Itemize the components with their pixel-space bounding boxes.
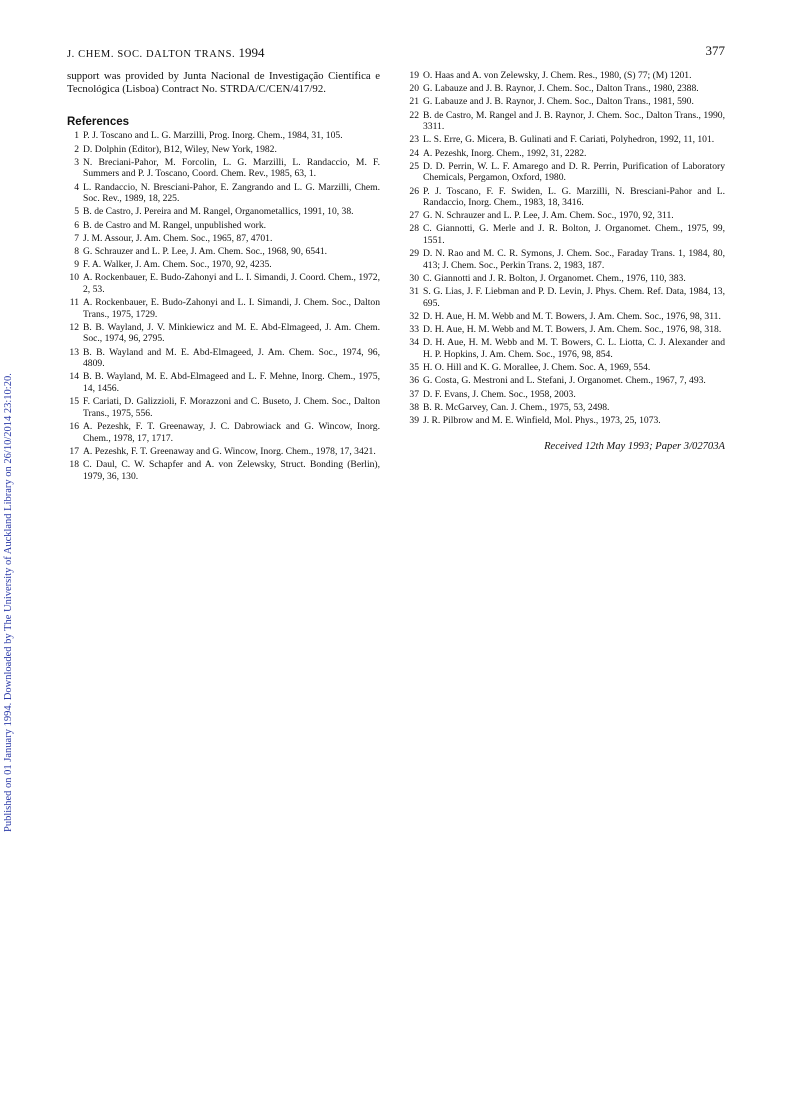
reference-item	[67, 421, 380, 444]
reference-number: 9	[74, 259, 79, 271]
reference-item	[67, 297, 380, 320]
reference-text: B. de Castro, M. Rangel and J. B. Raynor, J. Chem. Soc., Dalton Trans., 1990, 3311.	[423, 109, 725, 133]
reference-number: 34	[409, 337, 419, 349]
reference-item	[407, 110, 725, 133]
reference-item	[67, 371, 380, 394]
received-line: Received 12th May 1993; Paper 3/02703A	[544, 440, 725, 452]
reference-text: N. Breciani-Pahor, M. Forcolin, L. G. Marzilli, L. Randaccio, M. F. Summers and P. J. Toscano, Coord. Chem. Rev., 1985, 63, 1.	[83, 156, 380, 180]
reference-text: F. Cariati, D. Galizzioli, F. Morazzoni and C. Buseto, J. Chem. Soc., Dalton Trans., 1975, 556.	[83, 396, 380, 419]
reference-item	[407, 362, 725, 374]
reference-text: D. H. Aue, H. M. Webb and M. T. Bowers, J. Am. Chem. Soc., 1976, 98, 318.	[423, 324, 722, 336]
reference-item	[407, 389, 725, 401]
reference-number: 13	[69, 346, 79, 358]
reference-item	[407, 402, 725, 414]
reference-item	[67, 206, 380, 218]
reference-number: 10	[69, 272, 79, 284]
reference-item	[407, 415, 725, 427]
reference-item	[67, 144, 380, 156]
reference-number: 24	[409, 147, 419, 159]
reference-item	[407, 70, 725, 82]
reference-text: L. Randaccio, N. Bresciani-Pahor, E. Zangrando and L. G. Marzilli, Chem. Soc. Rev., 1989, 18, 225.	[83, 181, 380, 205]
reference-number: 21	[409, 96, 419, 108]
reference-number: 37	[409, 388, 419, 400]
reference-number: 28	[409, 223, 419, 235]
reference-number: 11	[69, 297, 79, 309]
reference-item	[67, 396, 380, 419]
reference-item	[407, 83, 725, 95]
reference-text: P. J. Toscano and L. G. Marzilli, Prog. Inorg. Chem., 1984, 31, 105.	[83, 130, 343, 142]
journal-year: 1994	[238, 45, 265, 60]
reference-text: G. N. Schrauzer and L. P. Lee, J. Am. Chem. Soc., 1970, 92, 311.	[423, 210, 674, 222]
reference-number: 8	[74, 245, 79, 257]
reference-text: B. de Castro, J. Pereira and M. Rangel, Organometallics, 1991, 10, 38.	[83, 206, 354, 218]
reference-text: G. Costa, G. Mestroni and L. Stefani, J. Organomet. Chem., 1967, 7, 493.	[423, 375, 706, 387]
reference-text: J. R. Pilbrow and M. E. Winfield, Mol. Phys., 1973, 25, 1073.	[423, 414, 661, 426]
reference-item	[407, 134, 725, 146]
reference-text: D. F. Evans, J. Chem. Soc., 1958, 2003.	[423, 388, 576, 400]
reference-item	[407, 286, 725, 309]
reference-item	[67, 246, 380, 258]
reference-number: 3	[74, 156, 79, 168]
reference-number: 14	[69, 371, 79, 383]
reference-text: D. D. Perrin, W. L. F. Amarego and D. R. Perrin, Purification of Laboratory Chemicals, Pergamon, Oxford, 1980.	[423, 160, 725, 184]
reference-text: P. J. Toscano, F. F. Swiden, L. G. Marzilli, N. Bresciani-Pahor and L. Randaccio, Inorg. Chem., 1983, 18, 3416.	[423, 185, 725, 209]
reference-text: C. Giannotti, G. Merle and J. R. Bolton, J. Organomet. Chem., 1975, 99, 1551.	[423, 223, 725, 247]
reference-item	[407, 161, 725, 184]
reference-item	[407, 337, 725, 360]
reference-item	[67, 233, 380, 245]
reference-text: B. de Castro and M. Rangel, unpublished work.	[83, 219, 267, 231]
reference-number: 17	[69, 445, 79, 457]
reference-text: A. Pezeshk, F. T. Greenaway, J. C. Dabrowiack and G. Wincow, Inorg. Chem., 1978, 17, 1717.	[83, 420, 380, 444]
references-heading: References	[67, 116, 130, 129]
reference-text: A. Pezeshk, Inorg. Chem., 1992, 31, 2282.	[423, 147, 587, 159]
journal-name: J. CHEM. SOC. DALTON TRANS. 1994	[67, 45, 265, 60]
reference-text: B. B. Wayland and M. E. Abd-Elmageed, J. Am. Chem. Soc., 1974, 96, 4809.	[83, 346, 380, 370]
reference-item	[407, 210, 725, 222]
reference-number: 6	[74, 219, 79, 231]
reference-list-right	[407, 70, 725, 427]
reference-item	[67, 459, 380, 482]
reference-text: D. H. Aue, H. M. Webb and M. T. Bowers, J. Am. Chem. Soc., 1976, 98, 311.	[423, 311, 721, 322]
download-watermark: Published on 01 January 1994. Downloaded by The University of Auckland Library on 26/10/2014 23:10:20.	[3, 373, 14, 832]
reference-item	[67, 157, 380, 180]
reference-text: D. H. Aue, H. M. Webb and M. T. Bowers, C. L. Liotta, C. J. Alexander and H. P. Hopkins, J. Am. Chem. Soc., 1976, 98, 854.	[423, 337, 725, 360]
reference-number: 25	[409, 160, 419, 172]
reference-number: 26	[409, 185, 419, 197]
page-number: 377	[705, 43, 725, 58]
reference-item	[67, 446, 380, 458]
reference-item	[67, 259, 380, 271]
reference-item	[67, 347, 380, 370]
reference-text: O. Haas and A. von Zelewsky, J. Chem. Res., 1980, (S) 77; (M) 1201.	[423, 70, 692, 81]
reference-item	[67, 220, 380, 232]
reference-item	[407, 324, 725, 336]
reference-number: 12	[69, 321, 79, 333]
reference-number: 15	[69, 396, 79, 408]
reference-number: 7	[74, 232, 79, 244]
reference-item	[407, 375, 725, 387]
reference-list-left	[67, 130, 380, 482]
reference-text: F. A. Walker, J. Am. Chem. Soc., 1970, 92, 4235.	[83, 259, 272, 271]
reference-number: 32	[409, 311, 419, 322]
reference-text: G. Labauze and J. B. Raynor, J. Chem. Soc., Dalton Trans., 1981, 590.	[423, 96, 694, 108]
reference-number: 18	[69, 458, 79, 470]
support-paragraph: support was provided by Junta Nacional de Investigação Científica e Tecnológica (Lisboa) Contract No. STRDA/C/CEN/417/92.	[67, 70, 380, 96]
reference-number: 5	[74, 206, 79, 218]
reference-text: G. Labauze and J. B. Raynor, J. Chem. Soc., Dalton Trans., 1980, 2388.	[423, 83, 699, 95]
reference-number: 2	[74, 143, 79, 155]
reference-number: 33	[409, 324, 419, 336]
reference-item	[407, 311, 725, 323]
reference-number: 31	[409, 286, 419, 298]
reference-text: A. Rockenbauer, E. Budo-Zahonyi and L. I. Simandi, J. Chem. Soc., Dalton Trans., 1975, 1729.	[83, 297, 380, 320]
reference-text: G. Schrauzer and L. P. Lee, J. Am. Chem. Soc., 1968, 90, 6541.	[83, 245, 328, 257]
reference-text: S. G. Lias, J. F. Liebman and P. D. Levin, J. Phys. Chem. Ref. Data, 1984, 13, 695.	[423, 286, 725, 309]
reference-item	[67, 322, 380, 345]
reference-item	[407, 223, 725, 246]
reference-text: J. M. Assour, J. Am. Chem. Soc., 1965, 87, 4701.	[83, 232, 273, 244]
reference-text: A. Rockenbauer, E. Budo-Zahonyi and L. I. Simandi, J. Coord. Chem., 1972, 2, 53.	[83, 272, 380, 295]
reference-number: 29	[409, 248, 419, 260]
reference-text: C. Giannotti and J. R. Bolton, J. Organomet. Chem., 1976, 110, 383.	[423, 273, 686, 285]
reference-number: 36	[409, 375, 419, 387]
reference-text: B. B. Wayland, J. V. Minkiewicz and M. E. Abd-Elmageed, J. Am. Chem. Soc., 1974, 96, 2795.	[83, 321, 380, 345]
reference-number: 38	[409, 401, 419, 413]
reference-number: 39	[409, 414, 419, 426]
reference-number: 35	[409, 362, 419, 374]
reference-text: B. R. McGarvey, Can. J. Chem., 1975, 53, 2498.	[423, 401, 610, 413]
reference-text: D. Dolphin (Editor), B12, Wiley, New York, 1982.	[83, 143, 277, 155]
reference-text: B. B. Wayland, M. E. Abd-Elmageed and L. F. Mehne, Inorg. Chem., 1975, 14, 1456.	[83, 371, 380, 394]
reference-number: 27	[409, 210, 419, 222]
reference-text: C. Daul, C. W. Schapfer and A. von Zelewsky, Struct. Bonding (Berlin), 1979, 36, 130.	[83, 458, 380, 482]
reference-number: 30	[409, 273, 419, 285]
reference-text: D. N. Rao and M. C. R. Symons, J. Chem. Soc., Faraday Trans. 1, 1984, 80, 413; J. Chem. Soc., Perkin Trans. 2, 1983, 187.	[423, 248, 725, 271]
reference-number: 23	[409, 134, 419, 146]
reference-text: H. O. Hill and K. G. Morallee, J. Chem. Soc. A, 1969, 554.	[423, 362, 651, 374]
reference-item	[407, 96, 725, 108]
page-header	[67, 43, 725, 61]
reference-number: 16	[69, 420, 79, 432]
right-column	[407, 70, 725, 452]
reference-item	[407, 186, 725, 209]
reference-number: 4	[74, 181, 79, 193]
reference-number: 20	[409, 83, 419, 95]
reference-item	[67, 130, 380, 142]
left-column	[67, 70, 380, 484]
reference-item	[67, 182, 380, 205]
reference-item	[407, 148, 725, 160]
reference-item	[67, 272, 380, 295]
reference-text: A. Pezeshk, F. T. Greenaway and G. Wincow, Inorg. Chem., 1978, 17, 3421.	[83, 445, 376, 457]
reference-number: 19	[409, 70, 419, 81]
reference-text: L. S. Erre, G. Micera, B. Gulinati and F. Cariati, Polyhedron, 1992, 11, 101.	[423, 134, 715, 146]
reference-number: 22	[409, 109, 419, 121]
reference-item	[407, 273, 725, 285]
reference-number: 1	[74, 130, 79, 142]
reference-item	[407, 248, 725, 271]
